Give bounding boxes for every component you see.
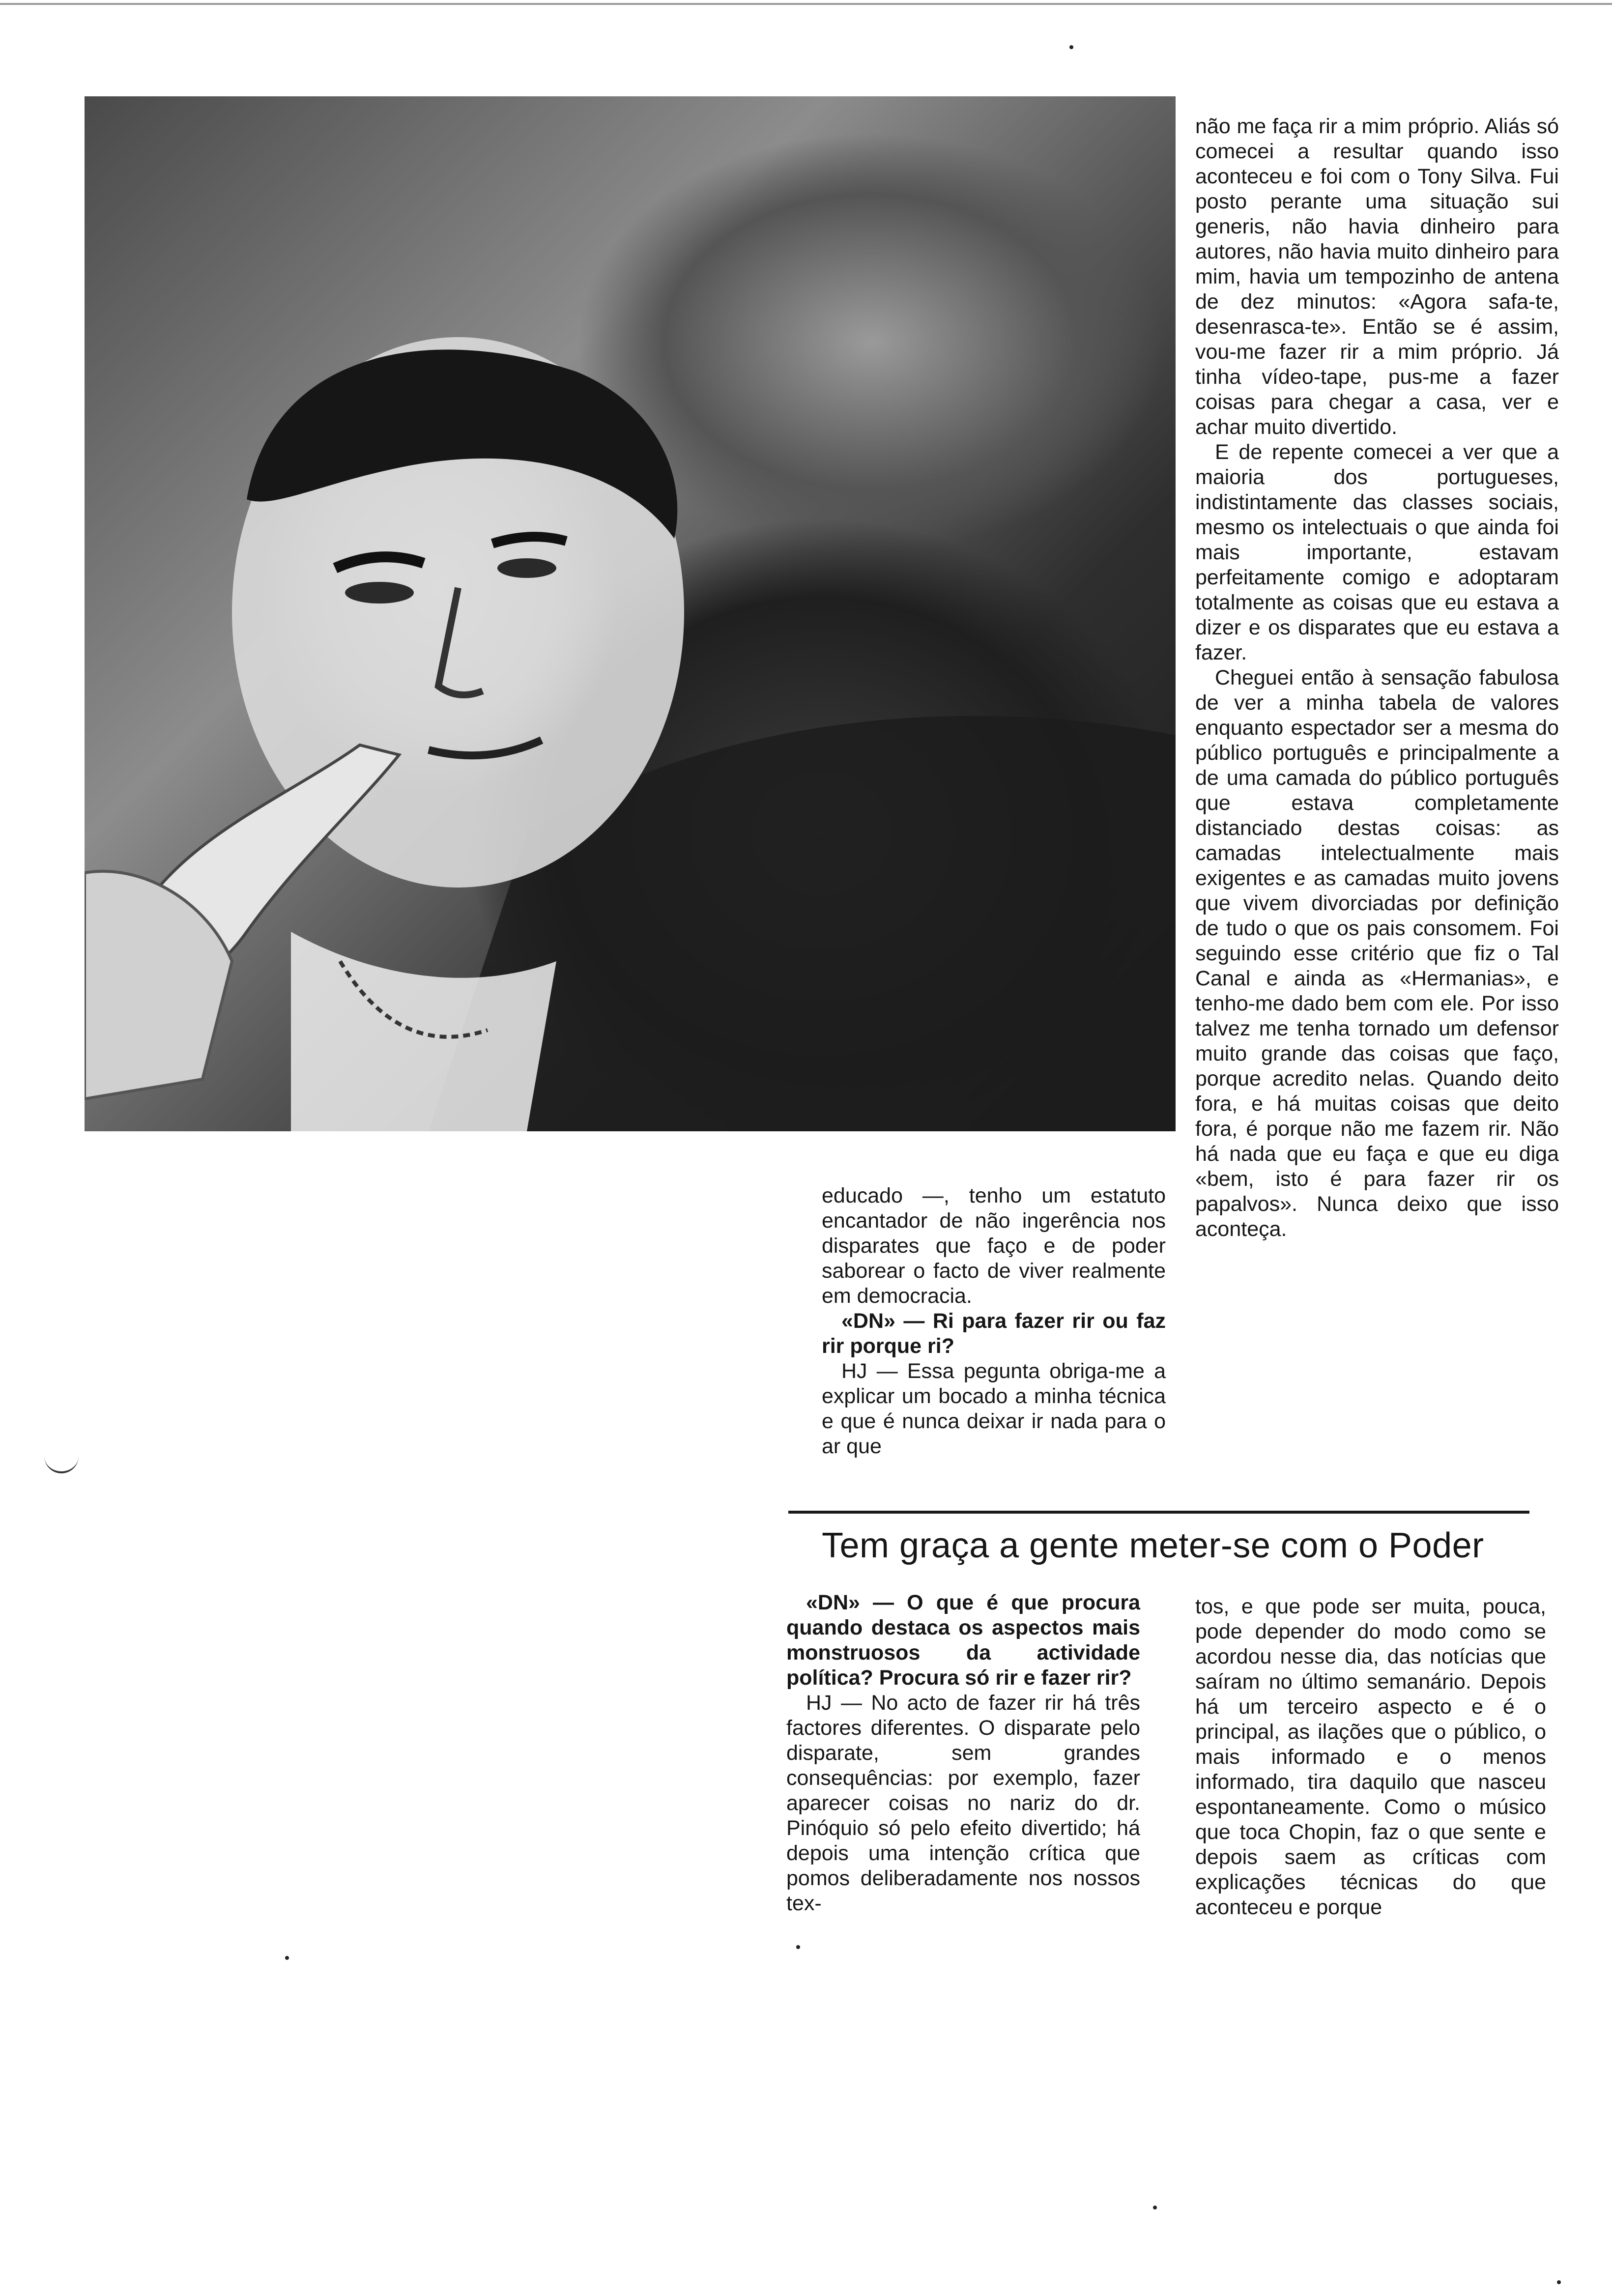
- section-headline: Tem graça a gente meter-se com o Poder: [822, 1526, 1484, 1565]
- scan-speck: [796, 1945, 800, 1949]
- article-column-middle: [822, 1183, 1166, 1459]
- interview-answer: HJ — No acto de fazer rir há três factores diferentes. O disparate pelo disparate, sem grandes consequências: por exemplo, fazer aparecer coisas no nariz do dr. Pinóquio só pelo efeito divertido; há depois uma intenção crítica que pomos deliberadamente nos nossos tex-: [786, 1691, 1140, 1915]
- scan-speck: [285, 1956, 289, 1960]
- scan-speck: [1069, 45, 1073, 49]
- article-column-lower-right: [1195, 1594, 1546, 1920]
- interview-question: «DN» — O que é que procura quando destaca os aspectos mais monstruosos da actividade política? Procura só rir e fazer rir?: [786, 1591, 1140, 1690]
- portrait-photo: [85, 96, 1176, 1131]
- article-paragraph: educado —, tenho um estatuto encantador de não ingerência nos disparates que faço e de poder saborear o facto de viver realmente em democracia.: [822, 1184, 1166, 1308]
- interview-question: «DN» — Ri para fazer rir ou faz rir porque ri?: [822, 1309, 1166, 1358]
- scan-speck: [1557, 2280, 1561, 2284]
- section-divider: [788, 1511, 1529, 1514]
- article-paragraph: E de repente comecei a ver que a maioria dos portugueses, indistintamente das classes sociais, mesmo os intelectuais o que ainda foi mais importante, estavam perfeitamente comigo e adoptaram totalmente as coisas que eu estava a dizer e os disparates que eu estava a fazer.: [1195, 440, 1559, 664]
- article-paragraph: não me faça rir a mim próprio. Aliás só comecei a resultar quando isso aconteceu e foi com o Tony Silva. Fui posto perante uma situação sui generis, não havia dinheiro para autores, não havia muito dinheiro para mim, havia um tempozinho de antena de dez minutos: «Agora safa-te, desenrasca-te». Então se é assim, vou-me fazer rir a mim próprio. Já tinha vídeo-tape, pus-me a fazer coisas para chegar a casa, ver e achar muito divertido.: [1195, 115, 1559, 439]
- page-top-rule: [0, 3, 1612, 5]
- article-paragraph: Cheguei então à sensação fabulosa de ver a minha tabela de valores enquanto espectador ser a mesma do público português e principalmente a de uma camada do público português que estava completamente distanciado destas coisas: as camadas intelectualmente mais exigentes e as camadas muito jovens que vivem divorciadas por definição de tudo o que os pais consomem. Foi seguindo esse critério que fiz o Tal Canal e ainda as «Hermanias», e tenho-me dado bem com ele. Por isso talvez me tenha tornado um defensor muito grande das coisas que faço, porque acredito nelas. Quando deito fora, e há muitas coisas que deito fora, é porque não me fazem rir. Não há nada que eu faça e que eu diga «bem, isto é para fazer rir os papalvos». Nunca deixo que isso aconteça.: [1195, 666, 1559, 1241]
- article-column-lower-left: [786, 1590, 1140, 1916]
- scan-speck: [1153, 2206, 1157, 2210]
- margin-mark: [44, 1454, 79, 1473]
- interview-answer: HJ — Essa pegunta obriga-me a explicar um bocado a minha técnica e que é nunca deixar ir nada para o ar que: [822, 1359, 1166, 1458]
- portrait-photo-sketch: [85, 96, 1176, 1131]
- article-paragraph: tos, e que pode ser muita, pouca, pode depender do modo como se acordou nesse dia, das notícias que saíram no último semanário. Depois há um terceiro aspecto e é o principal, as ilações que o público, o mais informado e o menos informado, tira daquilo que nasceu espontaneamente. Como o músico que toca Chopin, faz o que sente e depois saem as críticas com explicações técnicas do que aconteceu e porque: [1195, 1595, 1546, 1919]
- article-column-right-top: [1195, 114, 1559, 1242]
